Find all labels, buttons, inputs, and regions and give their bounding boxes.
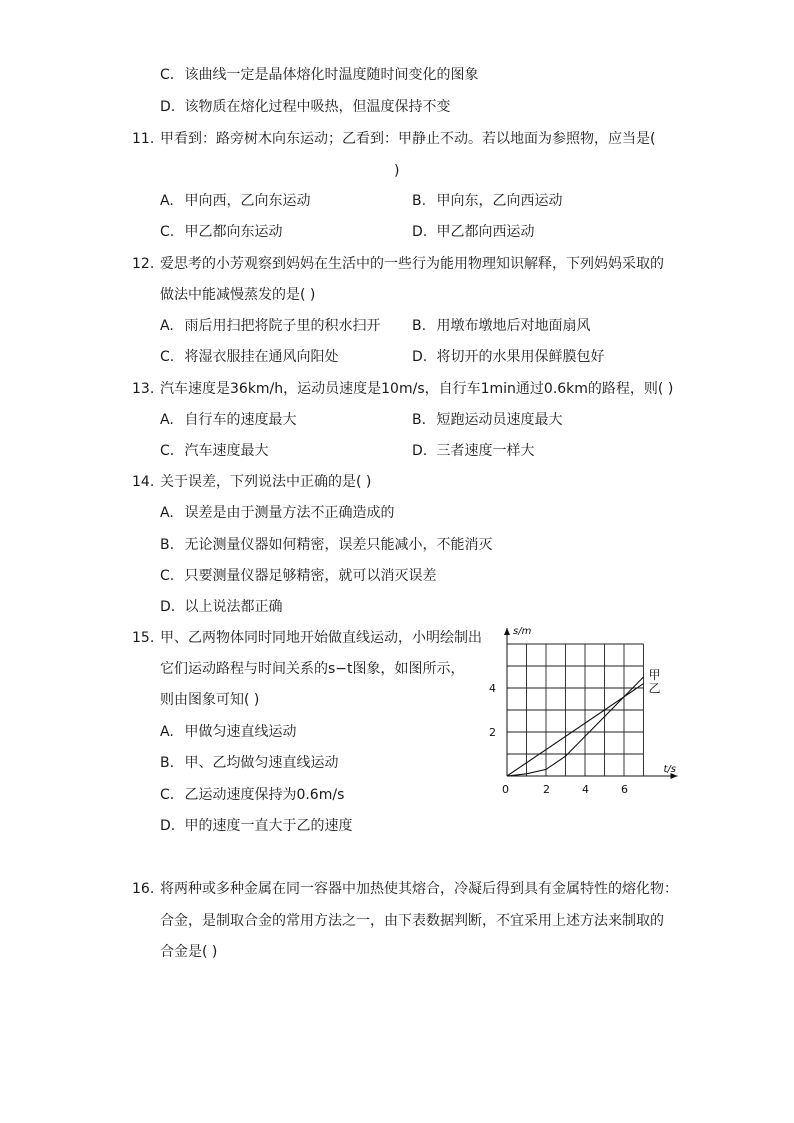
option-letter: B. — [160, 537, 175, 553]
option-text: 甲乙都向东运动 — [184, 224, 283, 240]
q11-stem-line-1: 甲看到：路旁树木向东运动；乙看到：甲静止不动。若以地面为参照物，应当是( — [160, 131, 656, 147]
q15-stem-line-2: 它们运动路程与时间关系的s−t图象，如图所示， — [160, 661, 465, 677]
option-text: 只要测量仪器足够精密，就可以消灭误差 — [184, 568, 437, 584]
q14-number: 14. — [132, 474, 155, 490]
option-text: 将切开的水果用保鲜膜包好 — [436, 349, 605, 365]
option-text: 甲向东，乙向西运动 — [436, 193, 563, 209]
y-tick-label: 4 — [489, 682, 496, 695]
option-text: 甲、乙均做匀速直线运动 — [184, 755, 339, 771]
y-axis-label: s/m — [513, 626, 532, 637]
q15-stem-line-1: 甲、乙两物体同时同地开始做直线运动，小明绘制出 — [160, 630, 482, 646]
q13-option-b — [412, 411, 562, 429]
q10-option-c — [160, 66, 478, 84]
q15-option-a — [160, 723, 296, 741]
q14-option-a — [160, 504, 394, 522]
q13-stem-line-1: 汽车速度是36km/h，运动员速度是10m/s，自行车1min通过0.6km的路程，则( ) — [160, 381, 674, 397]
q11-option-a — [160, 192, 310, 210]
q16-stem-line-2: 合金，是制取合金的常用方法之一，由下表数据判断，不宜采用上述方法来制取的 — [160, 913, 664, 929]
option-text: 短跑运动员速度最大 — [436, 412, 563, 428]
q11-option-b — [412, 192, 562, 210]
option-letter: A. — [160, 724, 174, 740]
q14-stem-line-1: 关于误差，下列说法中正确的是( ) — [160, 474, 372, 490]
series-line-yi — [507, 684, 644, 776]
option-text: 雨后用扫把将院子里的积水扫开 — [184, 318, 381, 334]
q13-number: 13. — [132, 381, 155, 397]
q15-option-c — [160, 786, 344, 804]
x-tick-label: 0 — [502, 783, 509, 796]
option-letter: A. — [160, 193, 174, 209]
q11-option-c — [160, 223, 282, 241]
option-letter: C. — [160, 224, 175, 240]
q12-option-d — [412, 348, 604, 366]
q13-option-c — [160, 442, 268, 460]
q13-option-d — [412, 442, 534, 460]
option-letter: C. — [160, 568, 175, 584]
series-label-yi: 乙 — [648, 681, 661, 696]
series-label-jia: 甲 — [648, 668, 661, 682]
option-letter: C. — [160, 443, 175, 459]
option-letter: B. — [412, 412, 427, 428]
option-letter: B. — [412, 318, 427, 334]
option-text: 甲乙都向西运动 — [436, 224, 535, 240]
x-tick-label: 4 — [582, 783, 589, 796]
option-letter: B. — [160, 755, 175, 771]
y-tick-label: 2 — [489, 726, 496, 739]
option-letter: C. — [160, 349, 175, 365]
option-text: 用墩布墩地后对地面扇风 — [436, 318, 591, 334]
q14-option-d — [160, 598, 282, 616]
option-text: 三者速度一样大 — [436, 443, 535, 459]
option-text: 自行车的速度最大 — [184, 412, 297, 428]
option-text: 该物质在熔化过程中吸热，但温度保持不变 — [184, 99, 451, 115]
option-letter: A. — [160, 505, 174, 521]
option-text: 该曲线一定是晶体熔化时温度随时间变化的图象 — [184, 67, 479, 83]
q12-stem-line-2: 做法中能减慢蒸发的是( ) — [160, 287, 316, 303]
option-letter: D. — [160, 99, 176, 115]
q11-number: 11. — [132, 131, 155, 147]
option-letter: A. — [160, 412, 174, 428]
q12-stem-line-1: 爱思考的小芳观察到妈妈在生活中的一些行为能用物理知识解释，下列妈妈采取的 — [160, 256, 664, 272]
option-text: 以上说法都正确 — [184, 599, 283, 615]
option-text: 误差是由于测量方法不正确造成的 — [184, 505, 395, 521]
q12-option-b — [412, 317, 590, 335]
q10-option-d — [160, 98, 450, 116]
q12-option-c — [160, 348, 338, 366]
option-letter: C. — [160, 787, 175, 803]
s-t-graph — [480, 626, 676, 806]
option-letter: D. — [160, 818, 176, 834]
series-line-jia — [507, 677, 644, 776]
option-text: 汽车速度最大 — [184, 443, 269, 459]
q16-stem-line-1: 将两种或多种金属在同一容器中加热使其熔合，冷凝后得到具有金属特性的熔化物： — [160, 881, 678, 897]
option-letter: C. — [160, 67, 175, 83]
q16-stem-line-3: 合金是( ) — [160, 944, 218, 960]
option-letter: A. — [160, 318, 174, 334]
q15-stem-line-3: 则由图象可知( ) — [160, 692, 260, 708]
x-tick-label: 2 — [543, 783, 550, 796]
q15-number: 15. — [132, 630, 155, 646]
option-text: 将湿衣服挂在通风向阳处 — [184, 349, 339, 365]
q14-option-c — [160, 567, 436, 585]
option-letter: D. — [412, 443, 428, 459]
q15-option-d — [160, 817, 352, 835]
q15-option-b — [160, 754, 338, 772]
x-axis-label: t/s — [663, 764, 676, 775]
option-letter: D. — [412, 224, 428, 240]
option-text: 甲向西，乙向东运动 — [184, 193, 311, 209]
q13-option-a — [160, 411, 296, 429]
x-tick-label: 6 — [621, 783, 628, 796]
q16-number: 16. — [132, 881, 155, 897]
q11-option-d — [412, 223, 534, 241]
q12-option-a — [160, 317, 380, 335]
option-letter: D. — [412, 349, 428, 365]
y-axis-arrow — [504, 628, 510, 635]
option-text: 甲的速度一直大于乙的速度 — [184, 818, 353, 834]
option-text: 甲做匀速直线运动 — [184, 724, 297, 740]
option-text: 无论测量仪器如何精密，误差只能减小，不能消灭 — [184, 537, 493, 553]
option-letter: D. — [160, 599, 176, 615]
q12-number: 12. — [132, 256, 155, 272]
option-letter: B. — [412, 193, 427, 209]
q14-option-b — [160, 536, 492, 554]
option-text: 乙运动速度保持为0.6m/s — [184, 787, 345, 803]
q11-stem-line-2: ) — [394, 163, 400, 179]
